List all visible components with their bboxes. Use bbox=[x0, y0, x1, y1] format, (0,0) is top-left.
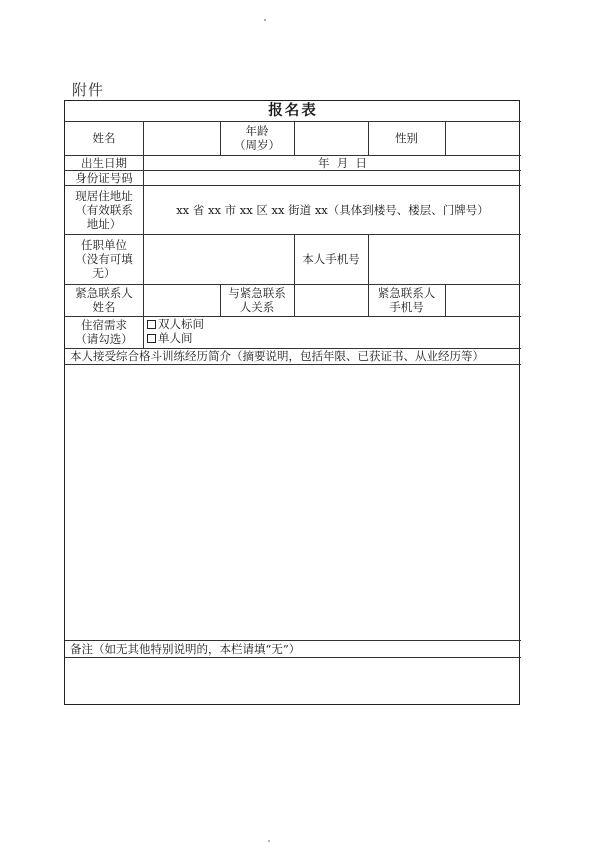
lodging-option-single[interactable] bbox=[147, 331, 193, 345]
lodging-option-double[interactable] bbox=[147, 317, 204, 331]
training-textarea[interactable] bbox=[65, 365, 521, 640]
age-unit: （周岁） bbox=[234, 138, 280, 152]
lodging-options bbox=[147, 317, 447, 348]
name-label: 姓名 bbox=[92, 131, 116, 145]
emergency-name-label-block bbox=[65, 284, 143, 316]
age-label-block bbox=[220, 121, 294, 155]
emergency-name-label: 紧急联系人 bbox=[75, 286, 133, 300]
address-input[interactable]: xx 省 xx 市 xx 区 xx 街道 xx（具体到楼号、楼层、门牌号） bbox=[176, 202, 489, 217]
emergency-relation-input[interactable] bbox=[295, 285, 368, 316]
phone-label: 本人手机号 bbox=[302, 252, 360, 266]
lodging-label-note: （请勾选） bbox=[75, 332, 133, 346]
remarks-textarea[interactable] bbox=[65, 658, 521, 704]
phone-input[interactable] bbox=[369, 235, 521, 284]
emergency-phone-label: 紧急联系人 bbox=[377, 286, 436, 300]
address-label-note-end: 地址） bbox=[86, 216, 122, 231]
work-unit-input[interactable] bbox=[144, 235, 294, 284]
registration-form bbox=[64, 100, 520, 705]
work-unit-label: 任职单位 bbox=[81, 238, 127, 252]
emergency-phone-label-end: 手机号 bbox=[389, 300, 424, 314]
emergency-phone-label-block bbox=[368, 284, 445, 316]
remarks-label: 备注（如无其他特别说明的，本栏请填“无”） bbox=[70, 641, 301, 656]
col-divider bbox=[143, 316, 144, 348]
emergency-relation-label-block bbox=[220, 284, 294, 316]
gender-input[interactable] bbox=[446, 122, 521, 155]
scan-speck bbox=[264, 19, 266, 21]
address-label-note: （有效联系 bbox=[75, 202, 133, 217]
form-title: 报名表 bbox=[268, 102, 318, 119]
lodging-label: 住宿需求 bbox=[81, 318, 127, 332]
emergency-relation-label: 与紧急联系 bbox=[228, 286, 286, 300]
age-label: 年龄 bbox=[245, 124, 269, 138]
scan-speck bbox=[268, 840, 270, 842]
work-unit-label-note: （没有可填 bbox=[75, 252, 133, 266]
id-number-input[interactable] bbox=[144, 170, 521, 185]
emergency-phone-input[interactable] bbox=[446, 285, 521, 316]
address-label: 现居住地址 bbox=[75, 188, 133, 203]
emergency-name-label-end: 姓名 bbox=[92, 300, 116, 314]
checkbox-icon[interactable] bbox=[147, 334, 156, 343]
emergency-name-input[interactable] bbox=[144, 285, 220, 316]
attachment-label: 附件 bbox=[72, 81, 105, 99]
gender-label: 性别 bbox=[395, 131, 418, 145]
birth-date-input[interactable]: 年 月 日 bbox=[317, 155, 368, 170]
birth-date-label: 出生日期 bbox=[81, 155, 127, 170]
work-unit-label-note-end: 无） bbox=[92, 266, 116, 280]
age-input[interactable] bbox=[295, 122, 368, 155]
emergency-relation-label-end: 人关系 bbox=[239, 300, 275, 314]
name-input[interactable] bbox=[144, 122, 220, 155]
lodging-label-block bbox=[65, 316, 143, 348]
id-number-label: 身份证号码 bbox=[75, 170, 133, 185]
lodging-option-label: 双人标间 bbox=[158, 317, 204, 331]
training-label: 本人接受综合格斗训练经历简介（摘要说明，包括年限、已获证书、从业经历等） bbox=[70, 349, 484, 363]
lodging-option-label: 单人间 bbox=[158, 331, 193, 345]
work-unit-label-block bbox=[65, 234, 143, 284]
address-label-block bbox=[65, 185, 143, 234]
checkbox-icon[interactable] bbox=[147, 320, 156, 329]
